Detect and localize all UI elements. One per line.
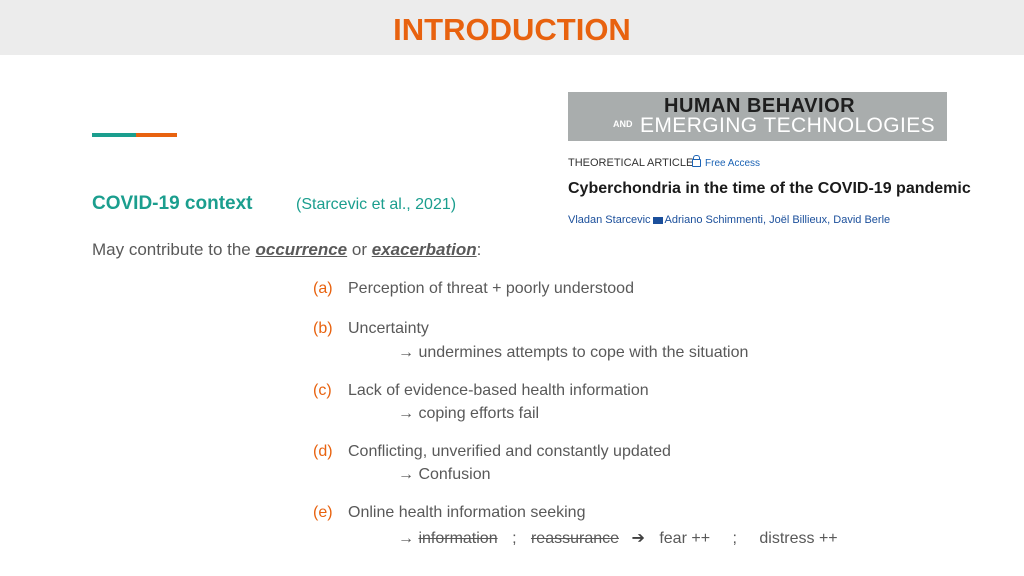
item-letter: (e) [313,504,333,521]
context-title: COVID-19 context [92,193,253,214]
slide-title: INTRODUCTION [393,12,631,47]
item-e-sub [398,528,838,548]
term-exacerbation: exacerbation [371,240,477,259]
separator: ; [512,530,517,547]
item-d-sub: → Confusion [398,466,491,483]
item-text: Lack of evidence-based health information [348,382,649,399]
contribute-line [92,240,481,260]
header-bar [0,0,1024,55]
strike-reassurance: reassurance [530,530,620,547]
item-letter: (d) [313,443,333,460]
arrow-right-icon: ➔ [631,530,645,547]
distress-text: distress ++ [759,530,838,547]
lock-icon [692,159,701,167]
author-rest: Adriano Schimmenti, Joël Billieux, David Berle [664,214,891,226]
contribute-prefix: May contribute to the [92,240,256,259]
contribute-middle: or [347,240,372,259]
accent-line-orange [136,133,177,137]
list-item-e [313,504,585,522]
item-text: Uncertainty [348,320,429,337]
author-first: Vladan Starcevic [568,214,651,226]
journal-name-line2: EMERGING TECHNOLOGIES [640,114,936,137]
list-item-d [313,443,671,461]
item-letter: (b) [313,320,333,337]
item-b-sub: → undermines attempts to cope with the situation [398,344,749,361]
list-item-a [313,280,634,298]
journal-name-and: AND [613,119,633,129]
term-occurrence: occurrence [255,240,348,259]
paper-title: Cyberchondria in the time of the COVID-19 pandemic [568,180,971,197]
authors [568,214,890,226]
item-text: Perception of threat + poorly understood [348,280,634,297]
fear-text: fear ++ [659,530,711,547]
accent-line-teal [92,133,136,137]
context-reference: (Starcevic et al., 2021) [296,196,457,213]
item-e-arrow: → [398,530,419,547]
item-c-sub: → coping efforts fail [398,405,540,422]
separator: ; [732,530,737,547]
item-text: Online health information seeking [348,504,586,521]
free-access [692,158,760,169]
contribute-suffix: : [476,240,482,259]
item-text: Conflicting, unverified and constantly updated [348,443,671,460]
item-letter: (a) [313,280,333,297]
list-item-c [313,382,649,400]
item-letter: (c) [313,382,332,399]
journal-name-line1: HUMAN BEHAVIOR [664,95,856,117]
mail-icon [653,217,663,224]
article-type: THEORETICAL ARTICLE [568,157,694,169]
strike-information: information [418,530,498,547]
list-item-b [313,320,429,338]
free-access-label: Free Access [705,158,761,169]
journal-banner [568,92,947,141]
